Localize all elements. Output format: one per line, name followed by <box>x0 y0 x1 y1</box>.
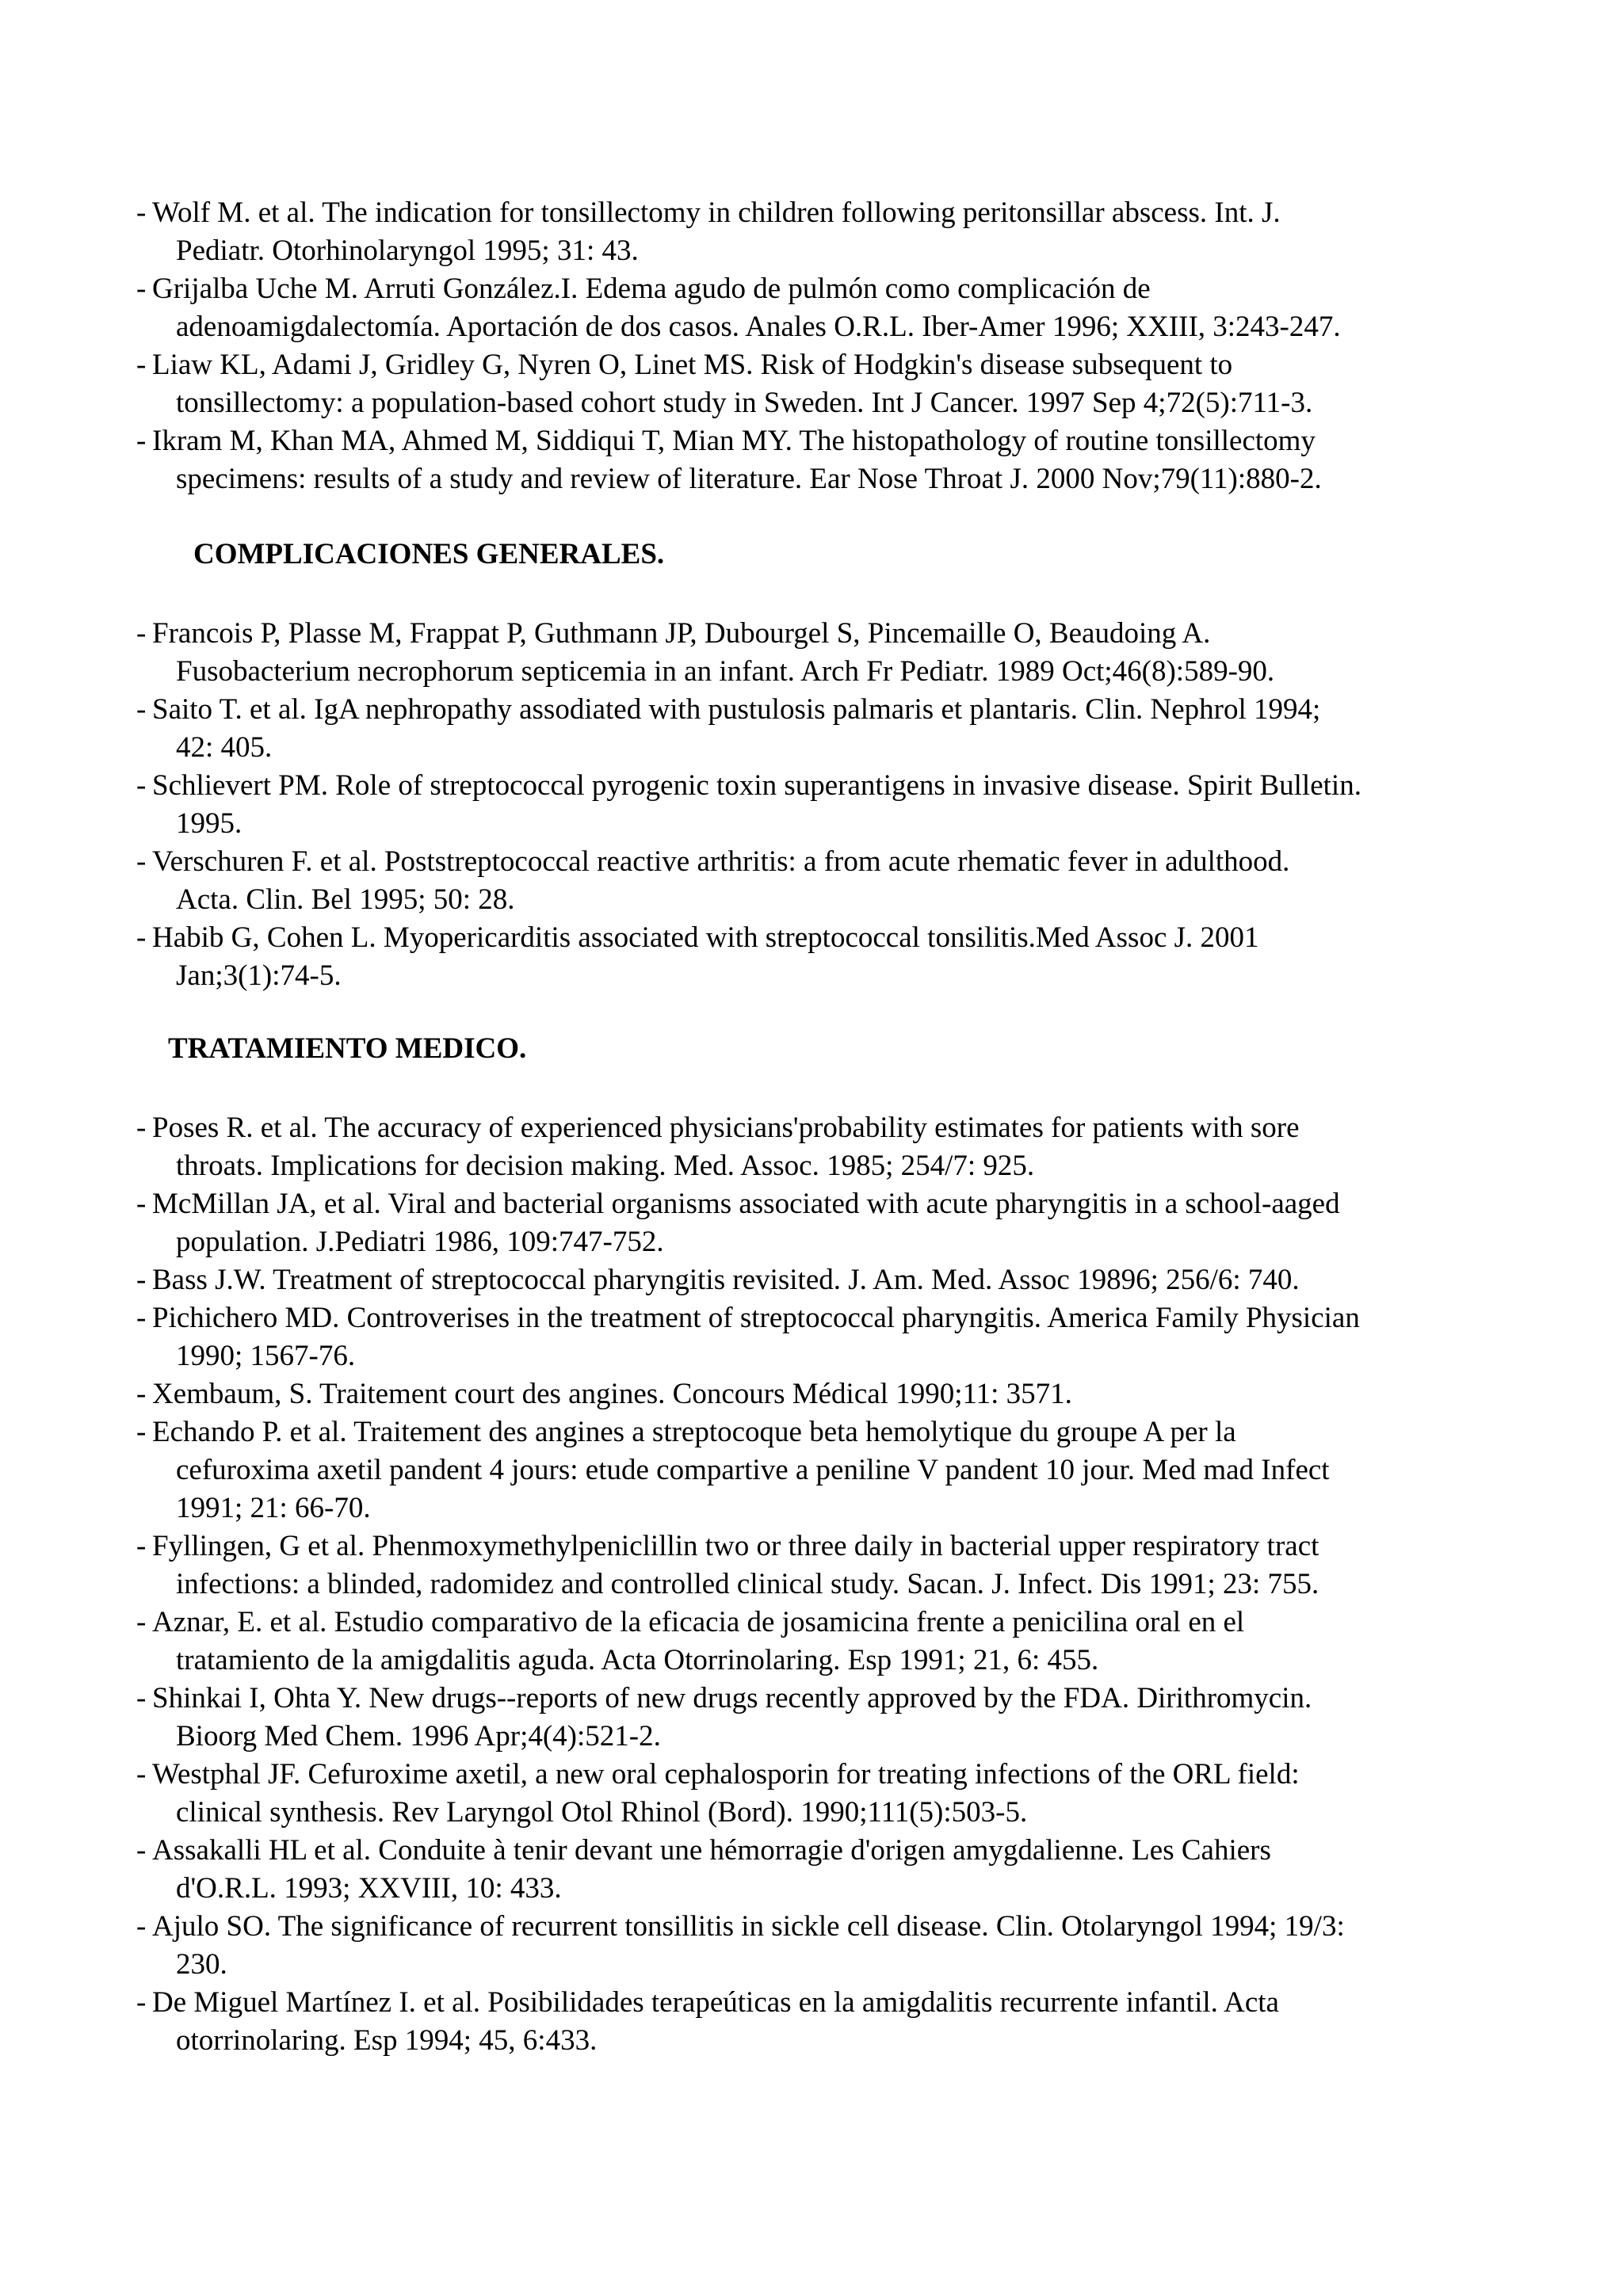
section-heading-tratamiento: TRATAMIENTO MEDICO. <box>168 1032 527 1065</box>
reference-entry <box>136 843 1531 919</box>
reference-line: Shinkai I, Ohta Y. New drugs--reports of new drugs recently approved by the FDA. Dirithromycin. <box>152 1682 1312 1714</box>
reference-entry <box>136 1527 1531 1604</box>
reference-line: specimens: results of a study and review of literature. Ear Nose Throat J. 2000 Nov;79(11):880-2. <box>176 463 1322 495</box>
list-dash-marker: - <box>136 1302 147 1334</box>
reference-entry <box>136 691 1531 767</box>
reference-line: Wolf M. et al. The indication for tonsillectomy in children following peritonsillar abscess. Int. J. <box>152 196 1281 229</box>
reference-entry <box>136 1299 1531 1375</box>
list-dash-marker: - <box>136 1112 147 1144</box>
reference-line: Echando P. et al. Traitement des angines a streptocoque beta hemolytique du groupe A per la <box>152 1416 1236 1448</box>
reference-line: McMillan JA, et al. Viral and bacterial organisms associated with acute pharyngitis in a school-aaged <box>152 1188 1340 1220</box>
reference-line: d'O.R.L. 1993; XXVIII, 10: 433. <box>176 1872 562 1905</box>
reference-line: Assakalli HL et al. Conduite à tenir devant une hémorragie d'origen amygdalienne. Les Cahiers <box>152 1834 1271 1867</box>
reference-line: Liaw KL, Adami J, Gridley G, Nyren O, Linet MS. Risk of Hodgkin's disease subsequent to <box>152 349 1233 381</box>
reference-line: Francois P, Plasse M, Frappat P, Guthmann JP, Dubourgel S, Pincemaille O, Beaudoing A. <box>152 617 1211 650</box>
reference-entry <box>136 422 1531 498</box>
list-dash-marker: - <box>136 921 147 954</box>
list-dash-marker: - <box>136 617 147 650</box>
reference-line: Poses R. et al. The accuracy of experienced physicians'probability estimates for patients with sore <box>152 1112 1300 1144</box>
reference-list-tratamiento <box>136 1109 1531 2060</box>
reference-line: 1995. <box>176 807 242 840</box>
list-dash-marker: - <box>136 1986 147 2019</box>
reference-line: throats. Implications for decision making. Med. Assoc. 1985; 254/7: 925. <box>176 1150 1035 1182</box>
reference-line: tonsillectomy: a population-based cohort study in Sweden. Int J Cancer. 1997 Sep 4;72(5):711-3. <box>176 387 1313 419</box>
reference-entry <box>136 1604 1531 1680</box>
list-dash-marker: - <box>136 769 147 802</box>
list-dash-marker: - <box>136 1264 147 1296</box>
reference-line: adenoamigdalectomía. Aportación de dos casos. Anales O.R.L. Iber-Amer 1996; XXIII, 3:243-247. <box>176 311 1341 343</box>
reference-line: 42: 405. <box>176 731 273 764</box>
reference-line: 1990; 1567-76. <box>176 1340 356 1372</box>
reference-entry <box>136 919 1531 995</box>
reference-line: Ikram M, Khan MA, Ahmed M, Siddiqui T, Mian MY. The histopathology of routine tonsillectomy <box>152 425 1316 457</box>
list-dash-marker: - <box>136 1378 147 1410</box>
reference-line: Habib G, Cohen L. Myopericarditis associated with streptococcal tonsilitis.Med Assoc J. 2001 <box>152 921 1259 954</box>
reference-line: Bass J.W. Treatment of streptococcal pharyngitis revisited. J. Am. Med. Assoc 19896; 256/6: 740. <box>152 1264 1300 1296</box>
reference-entry <box>136 615 1531 691</box>
list-dash-marker: - <box>136 693 147 726</box>
list-dash-marker: - <box>136 273 147 305</box>
list-dash-marker: - <box>136 1530 147 1562</box>
reference-entry <box>136 767 1531 843</box>
reference-entry <box>136 1832 1531 1908</box>
reference-list-intro <box>136 194 1531 498</box>
reference-line: Westphal JF. Cefuroxime axetil, a new oral cephalosporin for treating infections of the ORL field: <box>152 1758 1300 1791</box>
reference-line: population. J.Pediatri 1986, 109:747-752. <box>176 1226 664 1258</box>
reference-line: infections: a blinded, radomidez and controlled clinical study. Sacan. J. Infect. Dis 1991; 23: 755. <box>176 1568 1319 1600</box>
reference-line: Pichichero MD. Controverises in the treatment of streptococcal pharyngitis. America Family Physician <box>152 1302 1360 1334</box>
list-dash-marker: - <box>136 1606 147 1638</box>
section-heading-complicaciones: COMPLICACIONES GENERALES. <box>193 538 665 570</box>
reference-line: Xembaum, S. Traitement court des angines. Concours Médical 1990;11: 3571. <box>152 1378 1072 1410</box>
reference-entry <box>136 1413 1531 1527</box>
list-dash-marker: - <box>136 1416 147 1448</box>
reference-line: otorrinolaring. Esp 1994; 45, 6:433. <box>176 2024 598 2057</box>
reference-line: Aznar, E. et al. Estudio comparativo de la eficacia de josamicina frente a penicilina oral en el <box>152 1606 1245 1638</box>
reference-entry <box>136 270 1531 346</box>
list-dash-marker: - <box>136 196 147 229</box>
reference-line: De Miguel Martínez I. et al. Posibilidades terapeúticas en la amigdalitis recurrente infantil. Acta <box>152 1986 1279 2019</box>
reference-line: Ajulo SO. The significance of recurrent tonsillitis in sickle cell disease. Clin. Otolaryngol 1994; 19/3: <box>152 1910 1345 1943</box>
list-dash-marker: - <box>136 1834 147 1867</box>
reference-entry <box>136 1261 1531 1299</box>
reference-entry <box>136 194 1531 270</box>
reference-line: cefuroxima axetil pandent 4 jours: etude compartive a peniline V pandent 10 jour. Med mad Infect <box>176 1454 1330 1486</box>
reference-line: 1991; 21: 66-70. <box>176 1492 371 1524</box>
reference-line: Saito T. et al. IgA nephropathy assodiated with pustulosis palmaris et plantaris. Clin. Nephrol 1994; <box>152 693 1321 726</box>
reference-line: Fyllingen, G et al. Phenmoxymethylpeniclillin two or three daily in bacterial upper respiratory tract <box>152 1530 1319 1562</box>
reference-entry <box>136 1984 1531 2060</box>
reference-entry <box>136 1375 1531 1413</box>
reference-entry <box>136 1109 1531 1185</box>
reference-line: Fusobacterium necrophorum septicemia in an infant. Arch Fr Pediatr. 1989 Oct;46(8):589-90. <box>176 655 1275 688</box>
list-dash-marker: - <box>136 1188 147 1220</box>
reference-entry <box>136 1680 1531 1756</box>
list-dash-marker: - <box>136 845 147 878</box>
reference-line: tratamiento de la amigdalitis aguda. Acta Otorrinolaring. Esp 1991; 21, 6: 455. <box>176 1644 1099 1676</box>
reference-line: Bioorg Med Chem. 1996 Apr;4(4):521-2. <box>176 1720 661 1753</box>
reference-line: Schlievert PM. Role of streptococcal pyrogenic toxin superantigens in invasive disease. Spirit Bulletin. <box>152 769 1361 802</box>
reference-line: clinical synthesis. Rev Laryngol Otol Rhinol (Bord). 1990;111(5):503-5. <box>176 1796 1028 1829</box>
reference-list-complicaciones <box>136 615 1531 995</box>
reference-entry <box>136 1756 1531 1832</box>
reference-entry <box>136 1908 1531 1984</box>
reference-line: Grijalba Uche M. Arruti González.I. Edema agudo de pulmón como complicación de <box>152 273 1151 305</box>
list-dash-marker: - <box>136 349 147 381</box>
list-dash-marker: - <box>136 1758 147 1791</box>
list-dash-marker: - <box>136 1682 147 1714</box>
reference-entry <box>136 1185 1531 1261</box>
reference-line: Verschuren F. et al. Poststreptococcal reactive arthritis: a from acute rhematic fever in adulthood. <box>152 845 1290 878</box>
reference-line: Jan;3(1):74-5. <box>176 959 342 992</box>
reference-entry <box>136 346 1531 422</box>
list-dash-marker: - <box>136 425 147 457</box>
reference-line: Acta. Clin. Bel 1995; 50: 28. <box>176 883 515 916</box>
reference-line: Pediatr. Otorhinolaryngol 1995; 31: 43. <box>176 235 639 267</box>
reference-line: 230. <box>176 1948 227 1981</box>
list-dash-marker: - <box>136 1910 147 1943</box>
